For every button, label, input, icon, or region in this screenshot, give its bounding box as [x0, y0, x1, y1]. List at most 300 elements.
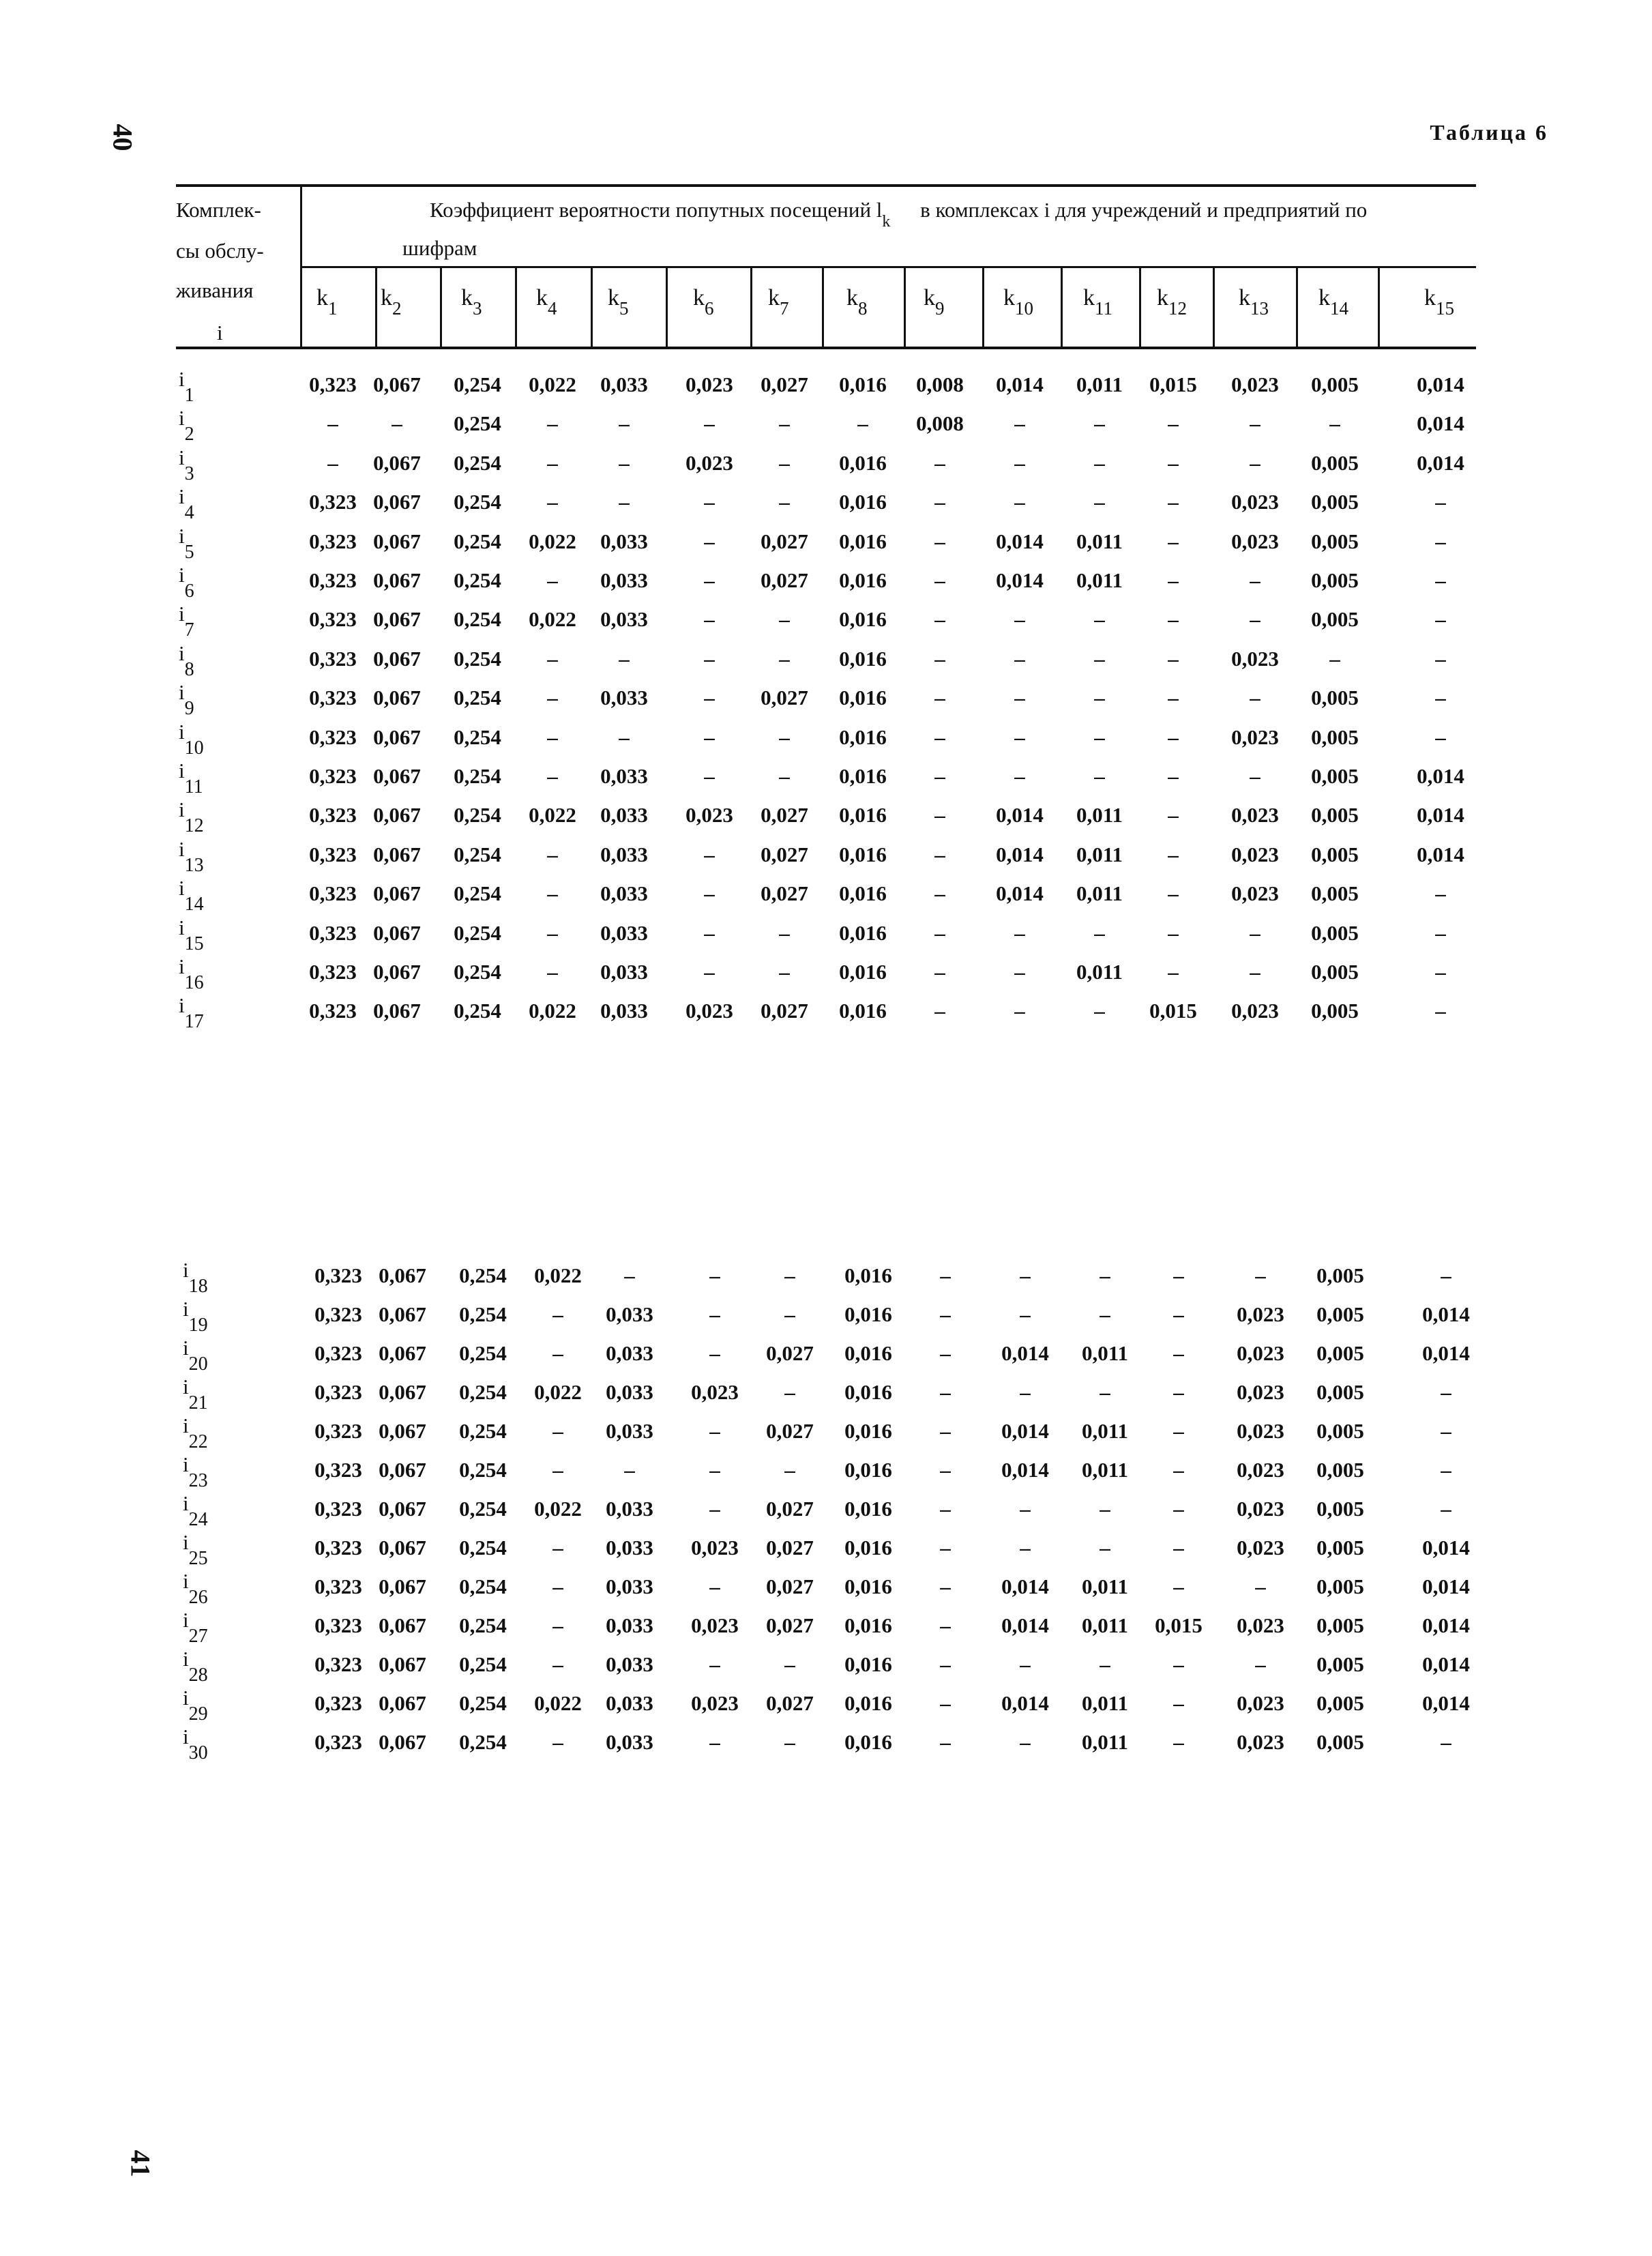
table-cell: – [1435, 568, 1446, 592]
table-cell: – [1168, 764, 1179, 788]
table-cell: 0,033 [600, 568, 648, 592]
table-cell: 0,033 [606, 1302, 653, 1326]
table-cell: 0,005 [1311, 764, 1359, 788]
group-title-line2: шифрам [402, 236, 477, 260]
k-column-header [461, 285, 482, 319]
table-cell: – [1173, 1691, 1184, 1715]
table-cell: 0,014 [996, 529, 1044, 553]
group-title-line1 [430, 198, 1367, 231]
k-letter: k [1424, 285, 1436, 310]
table-cell: 0,016 [839, 764, 887, 788]
table-cell: 0,014 [1422, 1574, 1470, 1598]
table-cell: 0,016 [839, 607, 887, 632]
table-cell: 0,067 [373, 607, 421, 632]
table-cell: 0,067 [379, 1263, 426, 1287]
table-cell: – [1173, 1536, 1184, 1559]
table-cell: – [1100, 1497, 1110, 1521]
table-cell: – [940, 1652, 951, 1676]
table-cell: 0,067 [379, 1458, 426, 1482]
table-cell: 0,323 [314, 1574, 362, 1598]
table-cell: – [1255, 1652, 1266, 1676]
table-cell: – [552, 1458, 563, 1482]
table-cell: 0,254 [459, 1691, 507, 1715]
table-cell: 0,011 [1076, 960, 1123, 984]
table-cell: 0,067 [373, 764, 421, 788]
row-label-letter: i [179, 797, 185, 822]
table-cell: 0,027 [761, 529, 808, 553]
row-label-letter: i [179, 759, 185, 782]
row-label-letter: i [179, 602, 185, 626]
table-cell: 0,011 [1076, 372, 1123, 396]
table-cell: – [1168, 881, 1179, 906]
table-cell: 0,067 [379, 1419, 426, 1443]
table-cell: – [934, 568, 945, 592]
row-label-index: 17 [184, 1011, 204, 1033]
row-label-index: 13 [184, 854, 204, 876]
table-cell: – [1094, 724, 1105, 749]
table-cell: 0,033 [600, 372, 648, 396]
table-cell: – [1100, 1536, 1110, 1559]
row-label-index: 25 [188, 1548, 208, 1569]
table-cell: 0,016 [844, 1536, 892, 1559]
header-bottom-rule [176, 347, 1476, 349]
table-cell: – [779, 450, 790, 475]
table-cell: 0,033 [606, 1730, 653, 1754]
table-cell: – [934, 724, 945, 749]
table-cell: 0,027 [766, 1497, 814, 1521]
table-cell: 0,067 [379, 1497, 426, 1521]
table-cell: 0,033 [600, 999, 648, 1023]
table-cell: – [1435, 999, 1446, 1023]
k-column-divider [440, 267, 442, 348]
table-cell: 0,033 [600, 764, 648, 788]
table-cell: 0,005 [1316, 1302, 1364, 1326]
k-letter: k [536, 285, 548, 310]
k-column-header [1318, 285, 1348, 319]
table-cell: 0,027 [766, 1613, 814, 1637]
table-cell: 0,016 [839, 646, 887, 671]
table-cell: 0,016 [844, 1691, 892, 1715]
table-cell: – [1094, 450, 1105, 475]
table-cell: – [1168, 607, 1179, 632]
table-cell: – [779, 764, 790, 788]
table-cell: – [709, 1302, 720, 1326]
table-cell: 0,005 [1311, 607, 1359, 632]
table-cell: 0,323 [314, 1302, 362, 1326]
table-cell: 0,254 [459, 1536, 507, 1559]
row-header-divider [300, 186, 302, 348]
table-cell: 0,016 [839, 920, 887, 945]
row-label [179, 641, 194, 681]
table-cell: 0,008 [916, 411, 964, 436]
table-cell: – [779, 490, 790, 514]
table-cell: – [1014, 411, 1025, 436]
row-label-letter: i [179, 680, 185, 705]
k-column-divider [591, 267, 593, 348]
table-cell: 0,011 [1081, 1419, 1129, 1443]
table-cell: 0,016 [839, 490, 887, 514]
table-cell: 0,023 [685, 450, 733, 475]
table-cell: 0,067 [373, 529, 421, 553]
table-cell: – [1435, 960, 1446, 984]
row-label-letter: i [183, 1686, 189, 1710]
table-cell: – [934, 960, 945, 984]
table-cell: 0,323 [309, 372, 357, 396]
table-cell: 0,022 [534, 1497, 582, 1521]
table-cell: – [1250, 920, 1260, 945]
table-cell: 0,011 [1081, 1730, 1129, 1754]
table-cell: 0,016 [844, 1263, 892, 1287]
table-cell: 0,067 [379, 1730, 426, 1754]
table-cell: – [1173, 1302, 1184, 1326]
table-cell: 0,067 [373, 686, 421, 710]
table-cell: 0,014 [1417, 372, 1464, 396]
row-label-letter: i [179, 445, 185, 469]
row-label-letter: i [183, 1452, 189, 1476]
table-cell: 0,016 [839, 568, 887, 592]
table-cell: – [619, 724, 630, 749]
k-index: 11 [1095, 298, 1112, 319]
table-cell: – [552, 1341, 563, 1365]
row-label [179, 797, 204, 837]
table-cell: – [1100, 1380, 1110, 1404]
table-title: Таблица 6 [1430, 120, 1548, 145]
table-cell: 0,027 [761, 881, 808, 906]
row-label [179, 759, 203, 798]
table-cell: – [547, 764, 558, 788]
row-label [183, 1725, 208, 1764]
row-label-index: 15 [184, 933, 204, 954]
row-label [179, 837, 204, 877]
table-cell: 0,254 [454, 686, 501, 710]
table-cell: – [327, 411, 338, 436]
table-cell: – [704, 920, 715, 945]
table-cell: 0,323 [309, 490, 357, 514]
table-cell: – [1435, 881, 1446, 906]
table-cell: – [934, 450, 945, 475]
table-cell: – [1100, 1302, 1110, 1326]
table-cell: 0,022 [529, 529, 576, 553]
table-cell: 0,011 [1076, 529, 1123, 553]
table-cell: 0,016 [844, 1302, 892, 1326]
table-cell: – [940, 1497, 951, 1521]
table-cell: 0,016 [844, 1341, 892, 1365]
row-label-index: 4 [184, 502, 194, 524]
table-cell: 0,254 [454, 842, 501, 866]
table-cell: 0,014 [1417, 764, 1464, 788]
k-letter: k [461, 285, 473, 310]
k-column-header [316, 285, 338, 319]
table-cell: 0,014 [1417, 450, 1464, 475]
table-cell: – [1435, 607, 1446, 632]
table-cell: – [619, 450, 630, 475]
row-label-letter: i [179, 406, 185, 430]
table-cell: 0,023 [1231, 490, 1279, 514]
k-index: 3 [473, 298, 482, 319]
table-cell: 0,023 [1231, 881, 1279, 906]
row-label-index: 16 [184, 972, 204, 993]
table-cell: – [704, 646, 715, 671]
table-cell: 0,005 [1316, 1380, 1364, 1404]
k-column-divider [375, 267, 377, 348]
table-cell: 0,067 [373, 920, 421, 945]
table-cell: 0,016 [839, 842, 887, 866]
table-cell: – [1100, 1263, 1110, 1287]
table-cell: 0,323 [309, 764, 357, 788]
group-title-part2: в комплексах i для учреждений и предприятий по [920, 198, 1368, 222]
table-cell: – [1250, 686, 1260, 710]
row-label-letter: i [179, 719, 185, 744]
k-letter: k [608, 285, 619, 310]
k-column-divider [1139, 267, 1141, 348]
table-cell: – [704, 960, 715, 984]
k-column-divider [750, 267, 752, 348]
k-column-header [608, 285, 629, 319]
table-cell: – [552, 1730, 563, 1754]
table-cell: 0,067 [373, 842, 421, 866]
row-header-line: сы обслу- [176, 239, 264, 263]
k-index: 1 [328, 298, 338, 319]
table-cell: – [709, 1574, 720, 1598]
row-label [183, 1258, 208, 1298]
table-cell: 0,027 [766, 1419, 814, 1443]
table-cell: – [1173, 1497, 1184, 1521]
table-cell: 0,067 [373, 490, 421, 514]
table-cell: – [934, 686, 945, 710]
row-header-line: i [217, 321, 223, 345]
table-cell: 0,067 [379, 1380, 426, 1404]
table-cell: 0,027 [761, 842, 808, 866]
table-cell: 0,005 [1311, 881, 1359, 906]
table-cell: – [1094, 920, 1105, 945]
table-cell: – [1014, 960, 1025, 984]
table-cell: 0,033 [600, 881, 648, 906]
table-cell: – [547, 568, 558, 592]
row-label-index: 12 [184, 815, 204, 837]
table-cell: 0,033 [600, 529, 648, 553]
table-cell: – [940, 1380, 951, 1404]
table-cell: – [1168, 411, 1179, 436]
table-cell: 0,254 [459, 1613, 507, 1637]
row-label-index: 29 [188, 1703, 208, 1725]
row-label-index: 21 [188, 1392, 208, 1413]
row-label [179, 993, 204, 1033]
table-cell: 0,254 [454, 568, 501, 592]
row-label [179, 602, 194, 641]
row-label-letter: i [183, 1413, 189, 1437]
table-cell: – [940, 1730, 951, 1754]
table-cell: 0,005 [1316, 1574, 1364, 1598]
table-cell: 0,022 [529, 803, 576, 827]
table-cell: 0,014 [1422, 1691, 1470, 1715]
table-cell: 0,254 [459, 1458, 507, 1482]
row-label-letter: i [179, 876, 185, 900]
table-cell: 0,033 [606, 1380, 653, 1404]
k-column-header [768, 285, 789, 319]
table-cell: 0,023 [1237, 1497, 1284, 1521]
table-cell: – [784, 1652, 795, 1676]
table-cell: 0,023 [1237, 1302, 1284, 1326]
table-cell: 0,027 [761, 999, 808, 1023]
row-label [179, 367, 194, 407]
k-column-header [381, 285, 402, 319]
table-cell: 0,022 [529, 372, 576, 396]
row-label-index: 1 [184, 385, 194, 406]
table-cell: – [1173, 1419, 1184, 1443]
table-cell: – [709, 1419, 720, 1443]
row-label [183, 1375, 208, 1414]
table-cell: – [1435, 529, 1446, 553]
table-cell: – [1250, 764, 1260, 788]
row-label [183, 1569, 208, 1609]
table-cell: – [1441, 1497, 1451, 1521]
table-cell: – [547, 724, 558, 749]
table-cell: 0,027 [766, 1574, 814, 1598]
table-cell: 0,027 [766, 1691, 814, 1715]
row-label-index: 24 [188, 1509, 208, 1530]
row-label [179, 445, 194, 485]
row-label-index: 19 [188, 1315, 208, 1336]
table-cell: – [1014, 999, 1025, 1023]
table-cell: 0,323 [314, 1652, 362, 1676]
table-cell: – [1014, 490, 1025, 514]
table-cell: 0,033 [606, 1341, 653, 1365]
k-letter: k [381, 285, 392, 310]
table-cell: 0,323 [309, 607, 357, 632]
table-cell: 0,014 [996, 568, 1044, 592]
table-cell: – [784, 1302, 795, 1326]
table-cell: – [1094, 686, 1105, 710]
k-index: 15 [1436, 298, 1454, 319]
row-label-index: 9 [184, 698, 194, 720]
table-cell: 0,016 [844, 1652, 892, 1676]
table-cell: 0,323 [309, 568, 357, 592]
table-cell: 0,016 [839, 724, 887, 749]
table-cell: – [784, 1380, 795, 1404]
table-cell: 0,323 [309, 881, 357, 906]
table-cell: 0,005 [1316, 1341, 1364, 1365]
table-cell: 0,014 [996, 842, 1044, 866]
row-label-index: 3 [184, 463, 194, 484]
table-cell: 0,014 [1422, 1302, 1470, 1326]
table-cell: – [1255, 1574, 1266, 1598]
table-cell: – [779, 411, 790, 436]
table-cell: 0,005 [1311, 686, 1359, 710]
table-cell: – [1250, 568, 1260, 592]
table-cell: – [1441, 1419, 1451, 1443]
table-cell: 0,067 [379, 1613, 426, 1637]
table-cell: 0,033 [600, 842, 648, 866]
row-label-index: 18 [188, 1276, 208, 1297]
table-cell: 0,014 [996, 372, 1044, 396]
table-cell: – [1020, 1380, 1031, 1404]
table-cell: – [552, 1574, 563, 1598]
table-cell: 0,254 [459, 1302, 507, 1326]
row-label-letter: i [179, 836, 185, 861]
table-cell: – [1173, 1458, 1184, 1482]
table-cell: 0,323 [309, 920, 357, 945]
table-cell: – [547, 920, 558, 945]
table-cell: 0,016 [839, 686, 887, 710]
table-cell: – [619, 646, 630, 671]
table-cell: – [552, 1613, 563, 1637]
table-cell: 0,067 [373, 960, 421, 984]
table-cell: 0,005 [1316, 1536, 1364, 1559]
table-cell: – [1168, 724, 1179, 749]
table-cell: 0,011 [1081, 1574, 1129, 1598]
table-cell: 0,067 [379, 1341, 426, 1365]
table-cell: – [704, 764, 715, 788]
table-cell: – [1250, 607, 1260, 632]
table-cell: 0,005 [1316, 1263, 1364, 1287]
table-cell: 0,005 [1311, 960, 1359, 984]
table-cell: 0,323 [314, 1497, 362, 1521]
k-letter: k [1157, 285, 1168, 310]
table-cell: – [940, 1341, 951, 1365]
row-label-letter: i [179, 993, 185, 1018]
k-column-divider [515, 267, 517, 348]
table-cell: 0,005 [1316, 1497, 1364, 1521]
table-cell: – [940, 1302, 951, 1326]
table-cell: – [704, 568, 715, 592]
table-cell: 0,254 [459, 1730, 507, 1754]
k-index: 7 [780, 298, 789, 319]
table-cell: 0,067 [379, 1302, 426, 1326]
table-cell: – [547, 686, 558, 710]
table-cell: 0,022 [529, 999, 576, 1023]
table-cell: 0,011 [1076, 881, 1123, 906]
table-cell: 0,022 [534, 1380, 582, 1404]
k-column-divider [1296, 267, 1298, 348]
row-label-letter: i [179, 367, 185, 391]
table-cell: 0,023 [685, 999, 733, 1023]
table-cell: – [779, 607, 790, 632]
table-cell: – [709, 1652, 720, 1676]
table-cell: – [704, 686, 715, 710]
table-cell: 0,254 [459, 1263, 507, 1287]
table-cell: – [940, 1419, 951, 1443]
table-cell: – [547, 450, 558, 475]
table-cell: – [1014, 607, 1025, 632]
table-cell: 0,014 [996, 881, 1044, 906]
table-cell: 0,067 [373, 568, 421, 592]
table-cell: 0,023 [1237, 1458, 1284, 1482]
table-cell: 0,023 [691, 1536, 739, 1559]
table-cell: – [547, 842, 558, 866]
table-cell: 0,016 [844, 1574, 892, 1598]
table-cell: – [704, 490, 715, 514]
table-cell: 0,067 [373, 724, 421, 749]
table-cell: – [709, 1497, 720, 1521]
table-cell: 0,254 [459, 1380, 507, 1404]
table-cell: – [1168, 529, 1179, 553]
k-letter: k [1239, 285, 1250, 310]
table-cell: – [619, 490, 630, 514]
table-cell: – [1255, 1263, 1266, 1287]
table-cell: 0,015 [1149, 372, 1197, 396]
table-cell: – [1441, 1380, 1451, 1404]
table-cell: 0,023 [691, 1613, 739, 1637]
table-cell: – [940, 1574, 951, 1598]
table-cell: 0,323 [314, 1536, 362, 1559]
table-cell: 0,033 [606, 1536, 653, 1559]
table-cell: – [779, 724, 790, 749]
table-cell: 0,022 [534, 1691, 582, 1715]
table-cell: 0,011 [1076, 568, 1123, 592]
k-letter: k [1003, 285, 1015, 310]
table-cell: – [779, 646, 790, 671]
table-cell: 0,254 [454, 372, 501, 396]
